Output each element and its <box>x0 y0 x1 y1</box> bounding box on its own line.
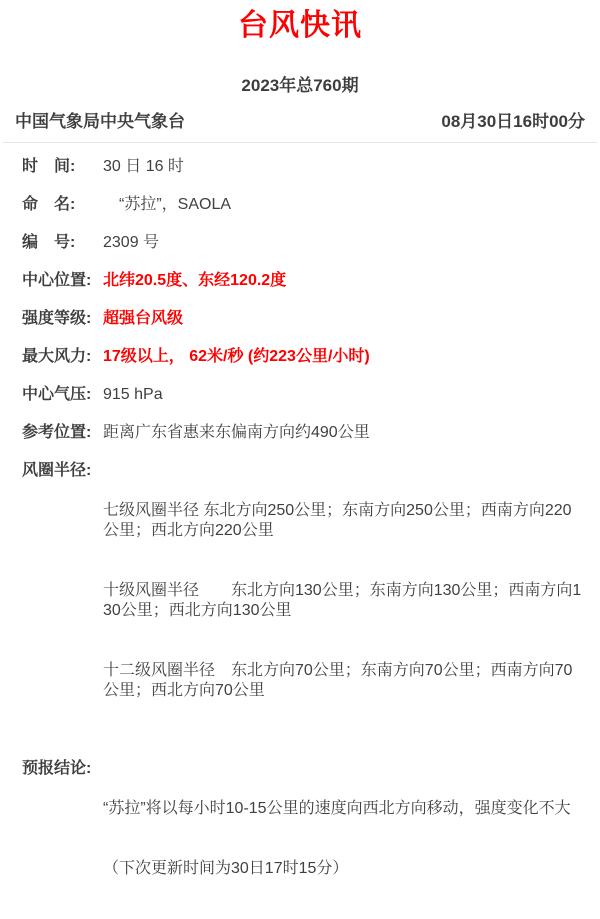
typhoon-bulletin-page <box>0 8 600 919</box>
row-value: 距离广东省惠来东偏南方向约490公里 <box>103 424 370 441</box>
table-row-center-position <box>22 271 585 291</box>
table-row-forecast <box>22 759 585 919</box>
report-datetime: 08月30日16时00分 <box>441 112 585 131</box>
row-label: 强度等级: <box>22 310 92 327</box>
row-label: 时 间: <box>22 158 76 175</box>
row-label: 最大风力: <box>22 348 92 365</box>
table-row-max-wind <box>22 347 585 367</box>
row-value: 2309 号 <box>103 234 160 251</box>
info-table <box>15 157 585 919</box>
row-value: 北纬20.5度、东经120.2度 <box>103 272 287 289</box>
row-value: 超强台风级 <box>103 310 184 327</box>
table-row-time <box>22 157 585 177</box>
row-value: “苏拉”，SAOLA <box>103 196 232 213</box>
row-label: 参考位置: <box>22 424 92 441</box>
row-value: 17级以上， 62米/秒 (约223公里/小时) <box>103 348 370 365</box>
header-divider <box>3 142 597 143</box>
row-value: 30 日 16 时 <box>103 158 184 175</box>
table-row-number <box>22 233 585 253</box>
row-value <box>103 759 585 919</box>
row-value: 915 hPa <box>103 386 163 403</box>
page-title: 台风快讯 <box>238 9 362 42</box>
issue-number: 2023年总760期 <box>241 76 359 95</box>
row-label: 编 号: <box>22 234 76 251</box>
forecast-next-update-line: （下次更新时间为30日17时15分） <box>103 860 349 877</box>
table-row-name <box>22 195 585 215</box>
forecast-conclusion-line: “苏拉”将以每小时10-15公里的速度向西北方向移动，强度变化不大 <box>103 800 571 817</box>
table-row-pressure <box>22 385 585 405</box>
table-row-wind-radius <box>22 461 585 741</box>
wind-radius-line-level7: 七级风圈半径 东北方向250公里；东南方向250公里；西南方向220公里；西北方向220公里 <box>103 502 572 539</box>
table-row-reference-position <box>22 423 585 443</box>
table-row-intensity <box>22 309 585 329</box>
row-label: 风圈半径: <box>22 462 92 479</box>
row-label: 预报结论: <box>22 760 92 777</box>
row-label: 命 名: <box>22 196 76 213</box>
row-label: 中心气压: <box>22 386 92 403</box>
row-label: 中心位置: <box>22 272 92 289</box>
agency-name: 中国气象局中央气象台 <box>15 112 185 131</box>
wind-radius-line-level12: 十二级风圈半径 东北方向70公里；东南方向70公里；西南方向70公里；西北方向70公里 <box>103 662 573 699</box>
wind-radius-line-level10: 十级风圈半径 东北方向130公里；东南方向130公里；西南方向130公里；西北方向130公里 <box>103 582 582 619</box>
row-value <box>103 461 585 741</box>
bulletin-meta-row <box>15 112 585 132</box>
